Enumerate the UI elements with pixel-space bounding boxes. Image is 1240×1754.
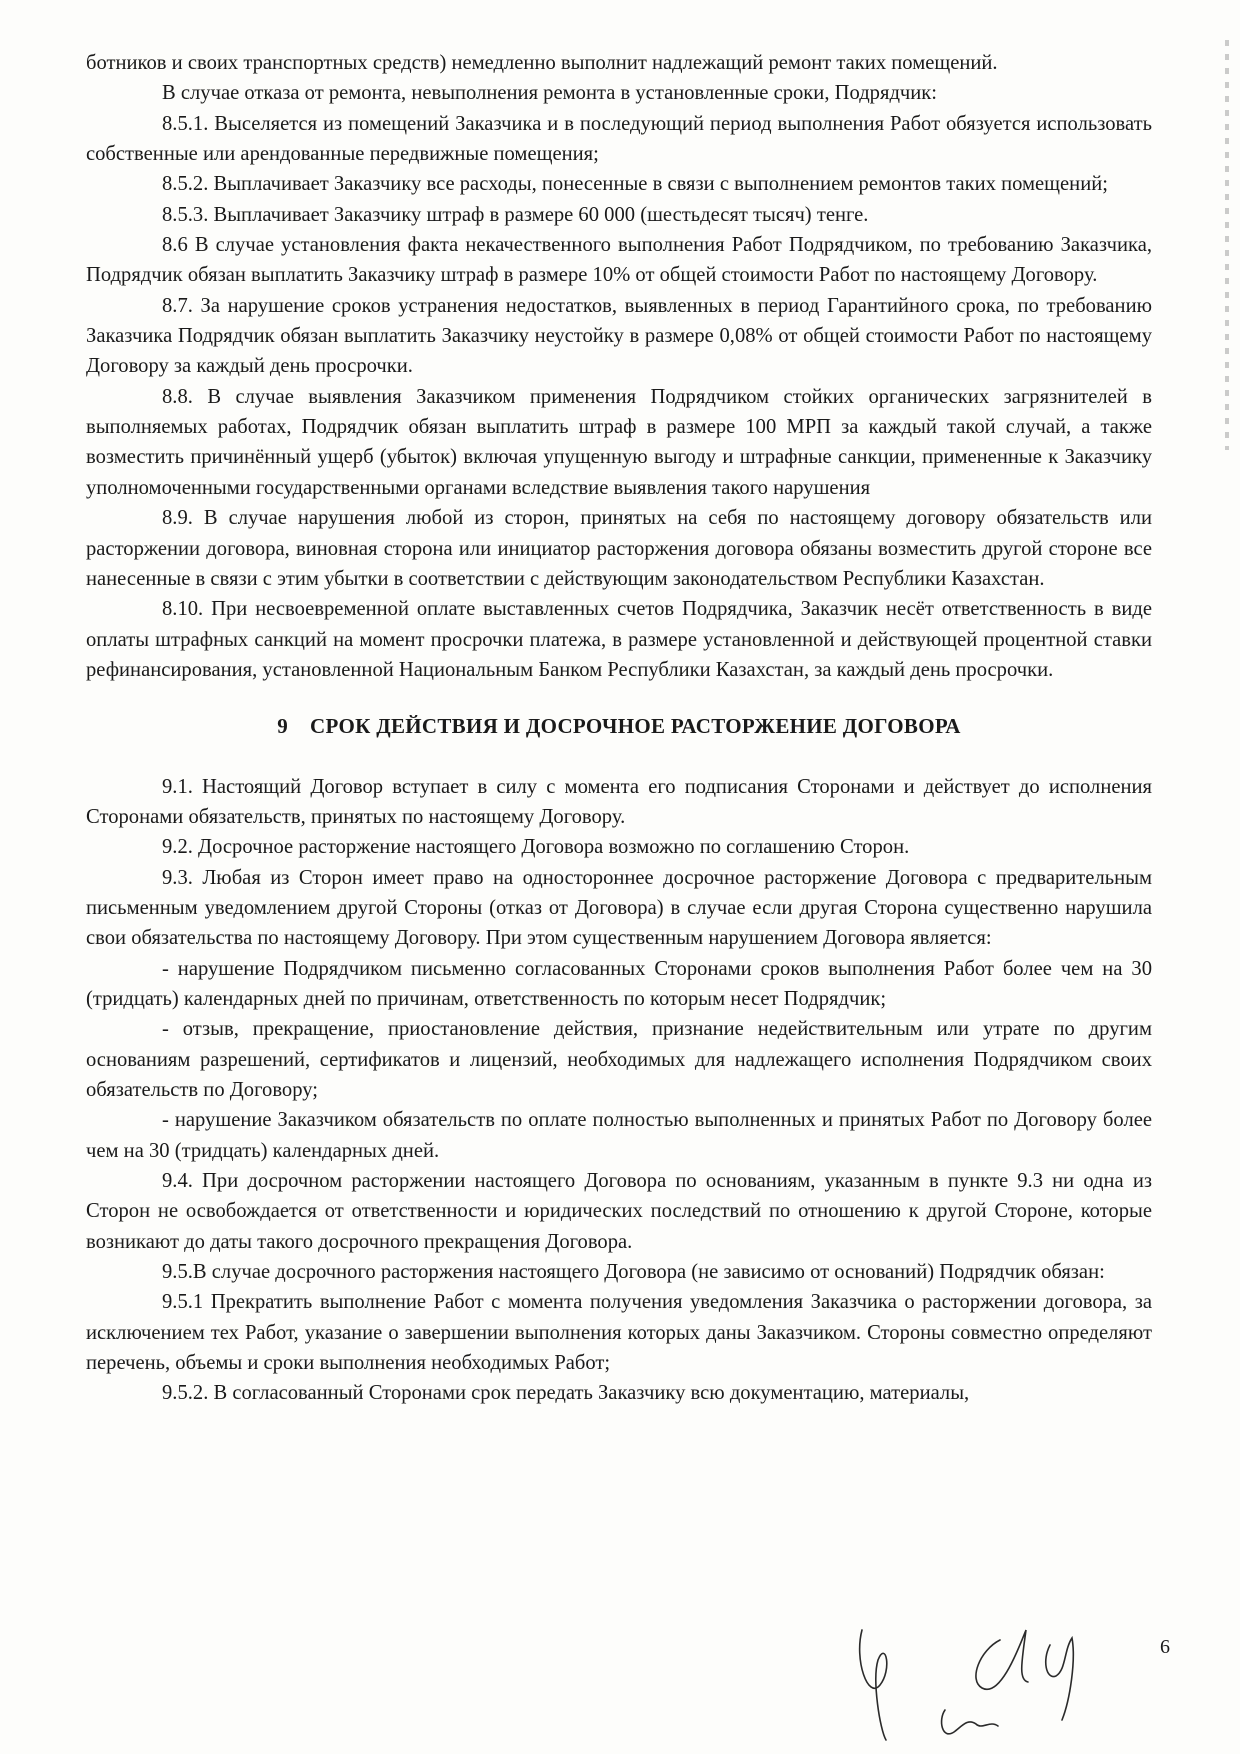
paragraph-8-5-3: 8.5.3. Выплачивает Заказчику штраф в размере 60 000 (шестьдесят тысяч) тенге. — [162, 203, 869, 226]
signature-mark-2 — [976, 1630, 1028, 1689]
paragraph-9-3-item-1: - нарушение Подрядчиком письменно согласованных Сторонами сроков выполнения Работ более чем на 30 (тридцать) календарных дней по причинам, ответственность по которым несет Подрядчик; — [86, 957, 1152, 1010]
paragraph-9-4: 9.4. При досрочном расторжении настоящего Договора по основаниям, указанным в пункте 9.3 ни одна из Сторон не освобождается от ответственности и юридических последствий по отношению к другой Стороне, которые возникают до даты такого досрочного прекращения Договора. — [86, 1170, 1152, 1253]
paragraph-9-5-1: 9.5.1 Прекратить выполнение Работ с момента получения уведомления Заказчика о расторжении договора, за исключением тех Работ, указание о завершении выполнения которых даны Заказчиком. Стороны совместно определяют перечень, объемы и сроки выполнения необходимых Работ; — [86, 1291, 1152, 1375]
paragraph-8-7: 8.7. За нарушение сроков устранения недостатков, выявленных в период Гарантийного срока, по требованию Заказчика Подрядчик обязан выплатить Заказчику неустойку в размере 0,08% от общей стоимости Работ по настоящему Договору за каждый день просрочки. — [86, 294, 1152, 378]
paragraph-9-3-item-3: - нарушение Заказчиком обязательств по оплате полностью выполненных и принятых Работ по Договору более чем на 30 (тридцать) календарных дней. — [86, 1109, 1152, 1162]
paragraph-8-5-2: 8.5.2. Выплачивает Заказчику все расходы, понесенные в связи с выполнением ремонтов таких помещений; — [162, 173, 1108, 196]
document-body — [86, 48, 1152, 1409]
section-9-title: СРОК ДЕЙСТВИЯ И ДОСРОЧНОЕ РАСТОРЖЕНИЕ ДОГОВОРА — [310, 714, 961, 739]
section-9-number: 9 — [277, 714, 289, 739]
paragraph-9-1: 9.1. Настоящий Договор вступает в силу с момента его подписания Сторонами и действует до исполнения Сторонами обязательств, принятых по настоящему Договору. — [86, 775, 1152, 828]
paragraph-8-5-continuation: ботников и своих транспортных средств) немедленно выполнит надлежащий ремонт таких помещений. — [86, 52, 998, 74]
signature-mark-3 — [1046, 1638, 1074, 1720]
paragraph-8-6: 8.6 В случае установления факта некачественного выполнения Работ Подрядчиком, по требованию Заказчика, Подрядчик обязан выплатить Заказчику штраф в размере 10% от общей стоимости Работ по настоящему Договору. — [86, 234, 1152, 287]
signature-mark-1 — [860, 1630, 887, 1740]
paragraph-9-3: 9.3. Любая из Сторон имеет право на одностороннее досрочное расторжение Договора с предварительным письменным уведомлением другой Стороны (отказ от Договора) в случае если другая Сторона существенно нарушила свои обязательства по настоящему Договору. При этом существенным нарушением Договора является: — [86, 866, 1152, 950]
section-9-heading — [86, 711, 1152, 741]
paragraph-9-2: 9.2. Досрочное расторжение настоящего Договора возможно по соглашению Сторон. — [162, 836, 910, 859]
paragraph-8-5-intro: В случае отказа от ремонта, невыполнения ремонта в установленные сроки, Подрядчик: — [162, 82, 938, 105]
paragraph-8-8: 8.8. В случае выявления Заказчиком применения Подрядчиком стойких органических загрязнителей в выполняемых работах, Подрядчик обязан выплатить штраф в размере 100 МРП за каждый такой случай, а также возместить причинённый ущерб (убыток) включая упущенную выгоду и штрафные санкции, примененные к Заказчику уполномоченными государственными органами вследствие выявления такого нарушения — [86, 385, 1152, 499]
signature-mark-4 — [942, 1710, 998, 1734]
paragraph-8-10: 8.10. При несвоевременной оплате выставленных счетов Подрядчика, Заказчик несёт ответственность в виде оплаты штрафных санкций на момент просрочки платежа, в размере установленной и действующей процентной ставки рефинансирования, установленной Национальным Банком Республики Казахстан, за каждый день просрочки. — [86, 598, 1152, 681]
paragraph-8-9: 8.9. В случае нарушения любой из сторон, принятых на себя по настоящему договору обязательств или расторжении договора, виновная сторона или инициатор расторжения договора обязаны возместить другой стороне все нанесенные в связи с этим убытки в соответствии с действующим законодательством Республики Казахстан. — [86, 507, 1152, 590]
paragraph-8-5-1: 8.5.1. Выселяется из помещений Заказчика и в последующий период выполнения Работ обязуется использовать собственные или арендованные передвижные помещения; — [86, 112, 1152, 166]
paragraph-9-5-2: 9.5.2. В согласованный Сторонами срок передать Заказчику всю документацию, материалы, — [162, 1382, 970, 1405]
handwritten-signatures — [850, 1590, 1180, 1750]
page-number: 6 — [1160, 1636, 1170, 1658]
scan-margin-mark — [1225, 40, 1229, 450]
paragraph-9-5: 9.5.В случае досрочного расторжения настоящего Договора (не зависимо от оснований) Подрядчик обязан: — [162, 1261, 1105, 1284]
paragraph-9-3-item-2: - отзыв, прекращение, приостановление действия, признание недействительным или утрате по другим основаниям разрешений, сертификатов и лицензий, необходимых для надлежащего исполнения Подрядчиком своих обязательств по Договору; — [86, 1018, 1152, 1101]
